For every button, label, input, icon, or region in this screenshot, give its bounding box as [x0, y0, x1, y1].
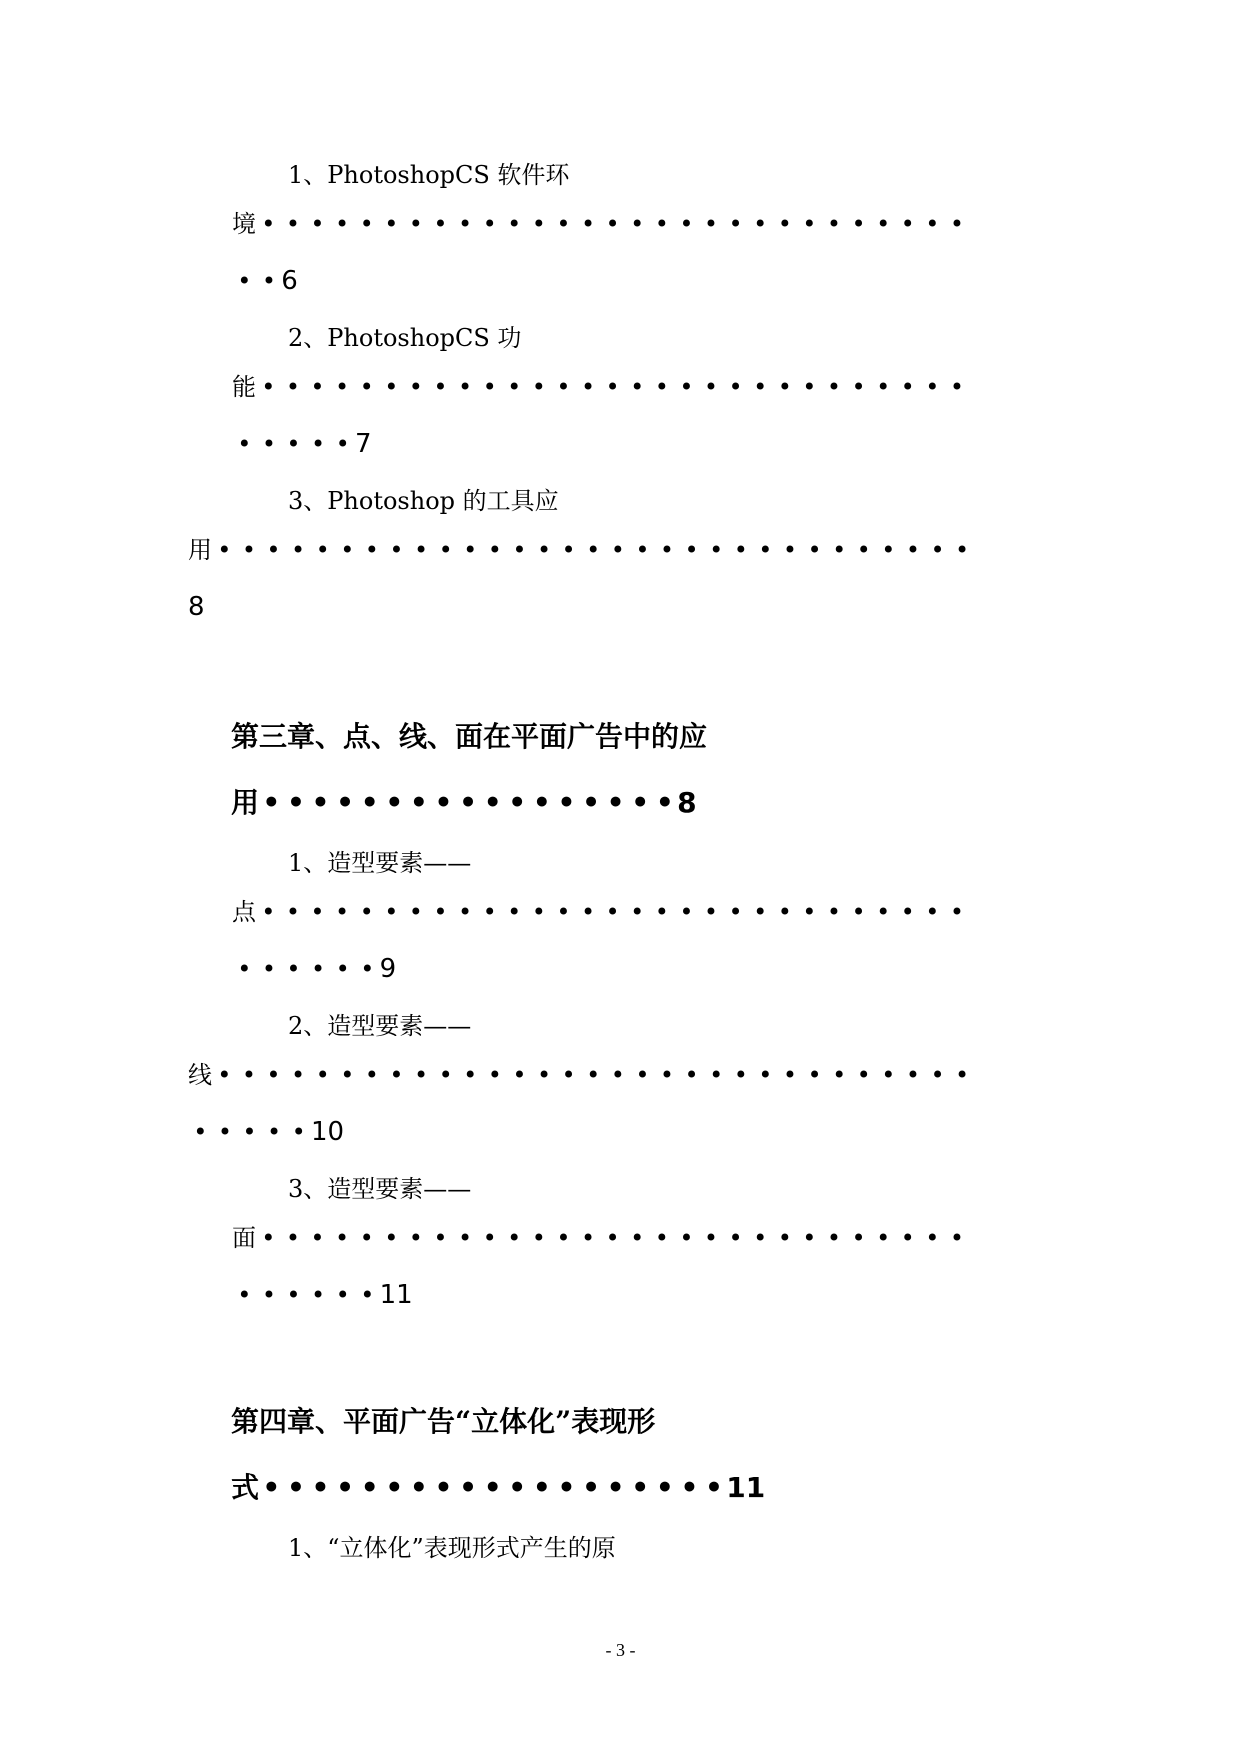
leader-dot: •: [310, 210, 325, 238]
toc-page-number: 11: [726, 1471, 766, 1504]
toc-entry-page-line: [188, 1117, 344, 1147]
leader-dot: •: [385, 1471, 404, 1504]
leader-dot: •: [360, 786, 379, 819]
toc-entry-page-line: [188, 592, 205, 622]
toc-page-number: 11: [379, 1280, 413, 1310]
leader-dot: •: [925, 373, 940, 401]
leader-dot: •: [237, 430, 252, 458]
leader-dot: •: [457, 373, 473, 401]
leader-dot: •: [285, 210, 300, 238]
leader-dot: •: [237, 955, 252, 983]
leader-dot: •: [311, 955, 326, 983]
leader-dot: •: [949, 1224, 964, 1252]
leader-dot: •: [310, 898, 325, 926]
leader-dot: •: [605, 898, 620, 926]
leader-dot: •: [285, 373, 300, 401]
leader-dot: •: [311, 1281, 326, 1309]
leader-dot: •: [409, 786, 428, 819]
leader-dot: •: [856, 1061, 871, 1089]
leader-dot: •: [630, 898, 645, 926]
leader-dot: •: [605, 1224, 620, 1252]
leader-dot: •: [905, 536, 920, 564]
leader-dot: •: [881, 536, 896, 564]
leader-dot: •: [457, 1224, 473, 1252]
leader-dot: •: [335, 955, 350, 983]
leader-dot: •: [635, 536, 650, 564]
leader-dot: •: [605, 210, 620, 238]
leader-dot: •: [703, 898, 719, 926]
toc-chapter-leader-line: [231, 1471, 765, 1505]
leader-dot: •: [262, 1471, 281, 1504]
leader-dot: •: [605, 373, 620, 401]
leader-dot: •: [508, 786, 527, 819]
leader-dot: •: [463, 536, 478, 564]
leader-dot: •: [217, 1118, 232, 1146]
leader-dot: •: [262, 786, 281, 819]
leader-dot: •: [389, 536, 404, 564]
leader-dot: •: [384, 373, 399, 401]
leader-dot: •: [777, 1224, 792, 1252]
leader-dot: •: [336, 786, 355, 819]
leader-dot: •: [261, 267, 276, 295]
leader-dot: •: [876, 210, 891, 238]
leader-dot: •: [261, 898, 276, 926]
toc-entry-leader-line: [188, 535, 974, 565]
leader-dot: •: [733, 1061, 748, 1089]
dot-leader: [212, 536, 974, 564]
leader-dot: •: [733, 536, 748, 564]
leader-dot: •: [881, 1061, 896, 1089]
leader-dot: •: [900, 1224, 915, 1252]
leader-dot: •: [336, 1471, 355, 1504]
leader-dot: •: [408, 210, 423, 238]
leader-dot: •: [340, 1061, 355, 1089]
leader-dot: •: [832, 536, 847, 564]
leader-dot: •: [561, 1061, 576, 1089]
toc-entry-page-line: [232, 1280, 413, 1310]
leader-dot: •: [286, 1281, 301, 1309]
leader-dot: •: [241, 536, 256, 564]
leader-dot: •: [654, 1224, 669, 1252]
leader-dot: •: [561, 536, 576, 564]
leader-dot: •: [508, 1471, 527, 1504]
leader-dot: •: [364, 536, 379, 564]
leader-dot: •: [679, 898, 694, 926]
leader-dot: •: [582, 786, 600, 819]
leader-dot: •: [360, 1471, 379, 1504]
leader-dot: •: [311, 430, 326, 458]
leader-dot: •: [949, 373, 964, 401]
leader-dot: •: [900, 898, 915, 926]
toc-entry-leader-line: [232, 209, 969, 239]
leader-dot: •: [531, 210, 546, 238]
leader-dot: •: [807, 536, 822, 564]
leader-dot: •: [826, 373, 842, 401]
leader-dot: •: [384, 898, 399, 926]
leader-dot: •: [606, 786, 625, 819]
leader-dot: •: [900, 373, 915, 401]
leader-dot: •: [237, 267, 252, 295]
leader-dot: •: [286, 786, 305, 819]
leader-dot: •: [409, 1471, 428, 1504]
toc-entry-title: 3、造型要素——: [288, 1175, 472, 1203]
leader-dot: •: [703, 1224, 719, 1252]
leader-dot: •: [433, 373, 448, 401]
leader-dot: •: [703, 373, 719, 401]
toc-entry-leader-line: [232, 372, 969, 402]
toc-entry-title: 1、PhotoshopCS 软件环: [288, 161, 570, 189]
leader-dot: •: [261, 373, 276, 401]
leader-dot: •: [949, 898, 964, 926]
leader-dot: •: [315, 1061, 330, 1089]
leader-dot: •: [631, 786, 650, 819]
leader-dot: •: [507, 1224, 522, 1252]
leader-dot: •: [261, 1281, 276, 1309]
leader-dot: •: [507, 373, 522, 401]
leader-dot: •: [802, 210, 817, 238]
leader-dot: •: [728, 1224, 743, 1252]
leader-dot: •: [360, 955, 375, 983]
toc-entry-leader-line: [232, 897, 969, 927]
leader-dot: •: [483, 786, 502, 819]
leader-dot: •: [285, 898, 300, 926]
leader-dot: •: [955, 536, 970, 564]
leader-dot: •: [654, 373, 669, 401]
leader-dot: •: [925, 898, 940, 926]
leader-dot: •: [930, 1061, 945, 1089]
leader-dot: •: [483, 1471, 502, 1504]
page-number-footer: - 3 -: [605, 1640, 636, 1660]
leader-dot: •: [659, 536, 675, 564]
leader-dot: •: [310, 373, 325, 401]
leader-dot: •: [659, 1061, 675, 1089]
leader-dot: •: [286, 1471, 305, 1504]
leader-dot: •: [807, 1061, 822, 1089]
leader-dot: •: [310, 1224, 325, 1252]
leader-dot: •: [826, 898, 842, 926]
leader-dot: •: [384, 1224, 399, 1252]
leader-dot: •: [532, 1471, 551, 1504]
leader-dot: •: [905, 1061, 920, 1089]
toc-entry-lead-char: 面: [232, 1224, 256, 1252]
leader-dot: •: [654, 210, 669, 238]
leader-dot: •: [782, 536, 798, 564]
toc-page-number: 8: [677, 786, 697, 819]
leader-dot: •: [261, 430, 276, 458]
leader-dot: •: [930, 536, 945, 564]
leader-dot: •: [802, 1224, 817, 1252]
leader-dot: •: [311, 1471, 330, 1504]
leader-dot: •: [832, 1061, 847, 1089]
toc-chapter-lead-char: 式: [231, 1471, 260, 1504]
leader-dot: •: [482, 1224, 497, 1252]
dot-leader: [259, 786, 677, 819]
toc-entry-title: 2、PhotoshopCS 功: [288, 324, 522, 352]
leader-dot: •: [487, 1061, 502, 1089]
leader-dot: •: [777, 898, 792, 926]
leader-dot: •: [777, 373, 792, 401]
leader-dot: •: [586, 1061, 601, 1089]
leader-dot: •: [851, 1224, 866, 1252]
leader-dot: •: [709, 1061, 724, 1089]
toc-chapter-title: 第四章、平面广告“立体化”表现形: [231, 1405, 656, 1438]
leader-dot: •: [556, 210, 571, 238]
leader-dot: •: [242, 1118, 257, 1146]
leader-dot: •: [531, 898, 546, 926]
leader-dot: •: [703, 210, 719, 238]
dot-leader: [232, 955, 380, 983]
leader-dot: •: [457, 210, 473, 238]
leader-dot: •: [630, 373, 645, 401]
leader-dot: •: [610, 536, 625, 564]
leader-dot: •: [364, 1061, 379, 1089]
leader-dot: •: [507, 898, 522, 926]
leader-dot: •: [438, 1061, 453, 1089]
leader-dot: •: [459, 786, 478, 819]
leader-dot: •: [261, 210, 276, 238]
leader-dot: •: [463, 1061, 478, 1089]
leader-dot: •: [359, 898, 374, 926]
toc-entry-page-line: [232, 429, 372, 459]
leader-dot: •: [802, 898, 817, 926]
leader-dot: •: [826, 210, 842, 238]
dot-leader: [256, 898, 969, 926]
leader-dot: •: [876, 1224, 891, 1252]
leader-dot: •: [408, 898, 423, 926]
leader-dot: •: [777, 210, 792, 238]
leader-dot: •: [291, 536, 306, 564]
leader-dot: •: [679, 210, 694, 238]
dot-leader: [232, 1281, 380, 1309]
leader-dot: •: [758, 536, 773, 564]
leader-dot: •: [802, 373, 817, 401]
toc-entry-title: 2、造型要素——: [288, 1012, 472, 1040]
leader-dot: •: [261, 1224, 276, 1252]
toc-chapter-leader-line: [231, 786, 697, 820]
leader-dot: •: [266, 536, 281, 564]
leader-dot: •: [340, 536, 355, 564]
leader-dot: •: [359, 210, 374, 238]
leader-dot: •: [360, 1281, 375, 1309]
toc-page-number: 9: [379, 954, 397, 984]
leader-dot: •: [266, 1061, 281, 1089]
leader-dot: •: [237, 1281, 252, 1309]
leader-dot: •: [655, 1471, 674, 1504]
leader-dot: •: [758, 1061, 773, 1089]
leader-dot: •: [359, 373, 374, 401]
dot-leader: [232, 430, 355, 458]
dot-leader: [256, 210, 969, 238]
leader-dot: •: [586, 536, 601, 564]
leader-dot: •: [311, 786, 330, 819]
leader-dot: •: [580, 898, 596, 926]
leader-dot: •: [434, 1471, 453, 1504]
dot-leader: [212, 1061, 974, 1089]
leader-dot: •: [193, 1118, 208, 1146]
leader-dot: •: [413, 536, 429, 564]
leader-dot: •: [728, 210, 743, 238]
leader-dot: •: [459, 1471, 478, 1504]
leader-dot: •: [753, 1224, 768, 1252]
leader-dot: •: [851, 898, 866, 926]
leader-dot: •: [482, 898, 497, 926]
leader-dot: •: [241, 1061, 256, 1089]
leader-dot: •: [782, 1061, 798, 1089]
leader-dot: •: [753, 373, 768, 401]
toc-entry-lead-char: 能: [232, 373, 256, 401]
leader-dot: •: [728, 898, 743, 926]
leader-dot: •: [389, 1061, 404, 1089]
leader-dot: •: [531, 1224, 546, 1252]
leader-dot: •: [851, 210, 866, 238]
toc-entry-title: 1、“立体化”表现形式产生的原: [288, 1534, 616, 1562]
leader-dot: •: [557, 1471, 576, 1504]
toc-entry-lead-char: 用: [188, 536, 212, 564]
dot-leader: [188, 1118, 311, 1146]
leader-dot: •: [949, 210, 964, 238]
leader-dot: •: [408, 373, 423, 401]
leader-dot: •: [335, 1281, 350, 1309]
leader-dot: •: [482, 373, 497, 401]
leader-dot: •: [580, 1224, 596, 1252]
leader-dot: •: [335, 898, 350, 926]
leader-dot: •: [434, 786, 453, 819]
leader-dot: •: [385, 786, 404, 819]
leader-dot: •: [631, 1471, 650, 1504]
leader-dot: •: [315, 536, 330, 564]
leader-dot: •: [630, 210, 645, 238]
dot-leader: [256, 373, 969, 401]
toc-page-number: 7: [354, 429, 372, 459]
leader-dot: •: [680, 1471, 699, 1504]
leader-dot: •: [900, 210, 915, 238]
leader-dot: •: [556, 1224, 571, 1252]
toc-entry-leader-line: [188, 1060, 974, 1090]
leader-dot: •: [684, 1061, 699, 1089]
leader-dot: •: [433, 210, 448, 238]
leader-dot: •: [580, 373, 596, 401]
leader-dot: •: [291, 1118, 306, 1146]
leader-dot: •: [433, 1224, 448, 1252]
leader-dot: •: [705, 1471, 723, 1504]
leader-dot: •: [654, 898, 669, 926]
dot-leader: [232, 267, 281, 295]
leader-dot: •: [291, 1061, 306, 1089]
leader-dot: •: [610, 1061, 625, 1089]
toc-entry-title: 1、造型要素——: [288, 849, 472, 877]
leader-dot: •: [285, 1224, 300, 1252]
leader-dot: •: [728, 373, 743, 401]
leader-dot: •: [925, 210, 940, 238]
leader-dot: •: [856, 536, 871, 564]
leader-dot: •: [217, 536, 232, 564]
toc-page-number: 10: [310, 1117, 345, 1147]
leader-dot: •: [556, 898, 571, 926]
leader-dot: •: [413, 1061, 429, 1089]
leader-dot: •: [606, 1471, 625, 1504]
leader-dot: •: [261, 955, 276, 983]
leader-dot: •: [955, 1061, 970, 1089]
toc-entry-lead-char: 境: [232, 210, 256, 238]
leader-dot: •: [536, 1061, 552, 1089]
leader-dot: •: [925, 1224, 940, 1252]
leader-dot: •: [512, 536, 527, 564]
leader-dot: •: [679, 1224, 694, 1252]
toc-entry-page-line: [232, 266, 298, 296]
leader-dot: •: [438, 536, 453, 564]
leader-dot: •: [286, 955, 301, 983]
toc-page-number: 6: [281, 266, 298, 296]
leader-dot: •: [335, 1224, 350, 1252]
leader-dot: •: [630, 1224, 645, 1252]
leader-dot: •: [532, 786, 551, 819]
leader-dot: •: [359, 1224, 374, 1252]
leader-dot: •: [217, 1061, 232, 1089]
toc-entry-lead-char: 点: [232, 898, 256, 926]
toc-chapter-lead-char: 用: [231, 786, 260, 819]
leader-dot: •: [753, 210, 768, 238]
leader-dot: •: [709, 536, 724, 564]
leader-dot: •: [556, 373, 571, 401]
leader-dot: •: [482, 210, 497, 238]
leader-dot: •: [655, 786, 674, 819]
leader-dot: •: [433, 898, 448, 926]
leader-dot: •: [507, 210, 522, 238]
leader-dot: •: [876, 373, 891, 401]
leader-dot: •: [753, 898, 768, 926]
leader-dot: •: [457, 898, 473, 926]
dot-leader: [256, 1224, 969, 1252]
leader-dot: •: [876, 898, 891, 926]
leader-dot: •: [580, 210, 596, 238]
leader-dot: •: [408, 1224, 423, 1252]
leader-dot: •: [684, 536, 699, 564]
leader-dot: •: [635, 1061, 650, 1089]
leader-dot: •: [826, 1224, 842, 1252]
toc-entry-title: 3、Photoshop 的工具应: [288, 487, 559, 515]
leader-dot: •: [536, 536, 552, 564]
leader-dot: •: [679, 373, 694, 401]
leader-dot: •: [851, 373, 866, 401]
leader-dot: •: [384, 210, 399, 238]
leader-dot: •: [487, 536, 502, 564]
leader-dot: •: [286, 430, 301, 458]
dot-leader: [259, 1471, 726, 1504]
toc-entry-leader-line: [232, 1223, 969, 1253]
toc-page-number: 8: [188, 592, 205, 622]
leader-dot: •: [582, 1471, 600, 1504]
leader-dot: •: [335, 373, 350, 401]
leader-dot: •: [335, 430, 350, 458]
leader-dot: •: [267, 1118, 282, 1146]
leader-dot: •: [335, 210, 350, 238]
leader-dot: •: [512, 1061, 527, 1089]
toc-entry-lead-char: 线: [188, 1061, 212, 1089]
toc-entry-page-line: [232, 954, 396, 984]
toc-chapter-title: 第三章、点、线、面在平面广告中的应: [231, 720, 708, 753]
leader-dot: •: [531, 373, 546, 401]
leader-dot: •: [557, 786, 576, 819]
